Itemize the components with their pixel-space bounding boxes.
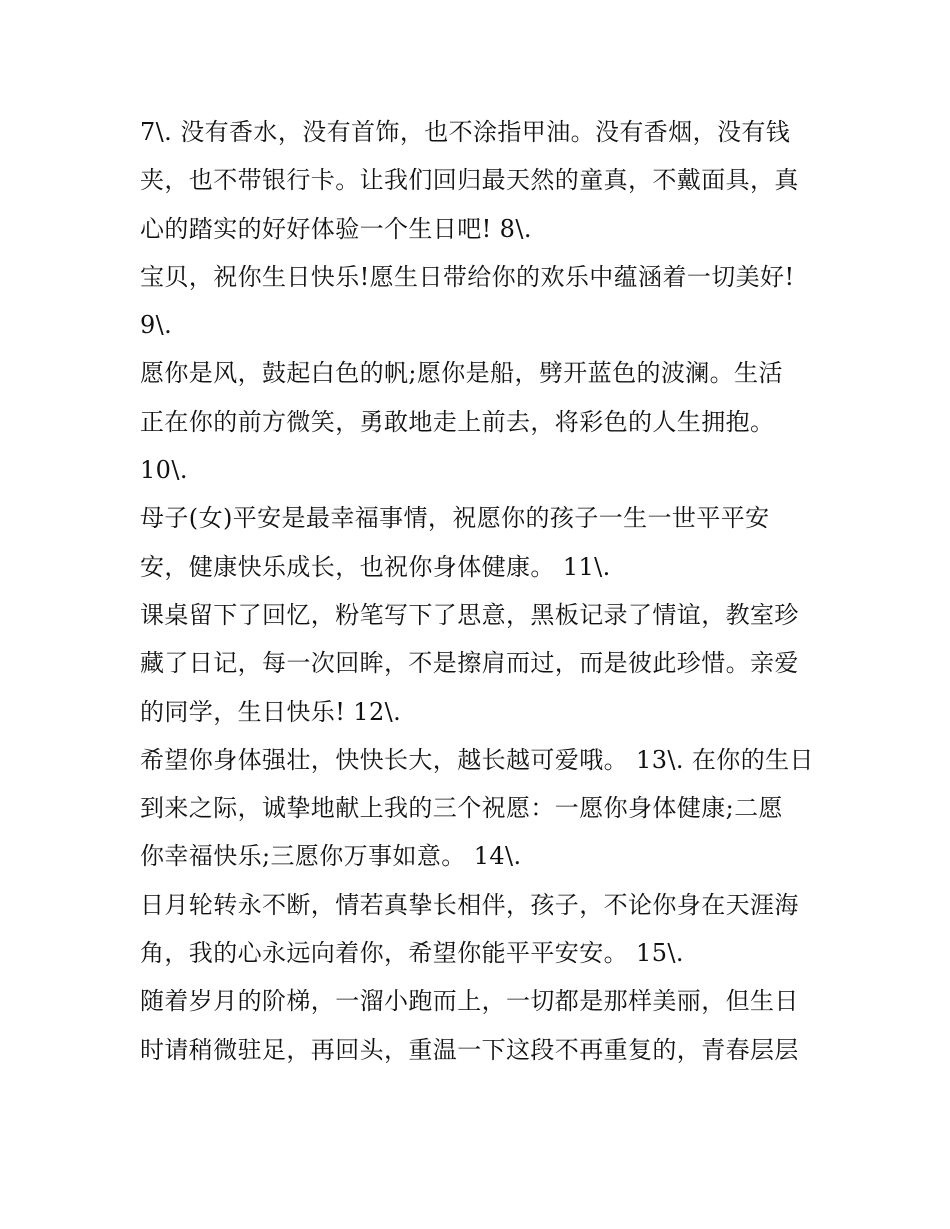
text-line: 到来之际，诚挚地献上我的三个祝愿：一愿你身体健康;二愿 [140, 794, 783, 823]
text-line: 心的踏实的好好体验一个生日吧! 8\. [140, 214, 532, 243]
text-line: 夹，也不带银行卡。让我们回归最天然的童真，不戴面具，真 [140, 166, 799, 195]
text-line: 角，我的心永远向着你，希望你能平平安安。 15\. [140, 939, 684, 968]
text-line: 10\. [140, 456, 188, 485]
text-line: 安，健康快乐成长，也祝你身体健康。 11\. [140, 552, 611, 581]
text-line: 的同学，生日快乐! 12\. [140, 697, 402, 726]
text-line: 9\. [140, 311, 173, 340]
text-line: 你幸福快乐;三愿你万事如意。 14\. [140, 842, 522, 871]
text-line: 宝贝，祝你生日快乐!愿生日带给你的欢乐中蕴涵着一切美好! [140, 262, 795, 291]
text-line: 藏了日记，每一次回眸，不是擦肩而过，而是彼此珍惜。亲爱 [140, 649, 799, 678]
document-page [140, 108, 820, 1074]
text-line: 时请稍微驻足，再回头，重温一下这段不再重复的，青春层层 [140, 1035, 799, 1064]
text-line: 随着岁月的阶梯，一溜小跑而上，一切都是那样美丽，但生日 [140, 987, 799, 1016]
text-line: 课桌留下了回忆，粉笔写下了思意，黑板记录了情谊，教室珍 [140, 600, 799, 629]
text-line: 日月轮转永不断，情若真挚长相伴，孩子，不论你身在天涯海 [140, 890, 799, 919]
text-line: 愿你是风，鼓起白色的帆;愿你是船，劈开蓝色的波澜。生活 [140, 359, 783, 388]
text-line: 希望你身体强壮，快快长大，越长越可爱哦。 13\. 在你的生日 [140, 745, 814, 774]
text-line: 正在你的前方微笑，勇敢地走上前去，将彩色的人生拥抱。 [140, 407, 775, 436]
text-line: 母子(女)平安是最幸福事情，祝愿你的孩子一生一世平平安 [140, 504, 770, 533]
text-line: 7\. 没有香水，没有首饰，也不涂指甲油。没有香烟，没有钱 [140, 118, 791, 146]
